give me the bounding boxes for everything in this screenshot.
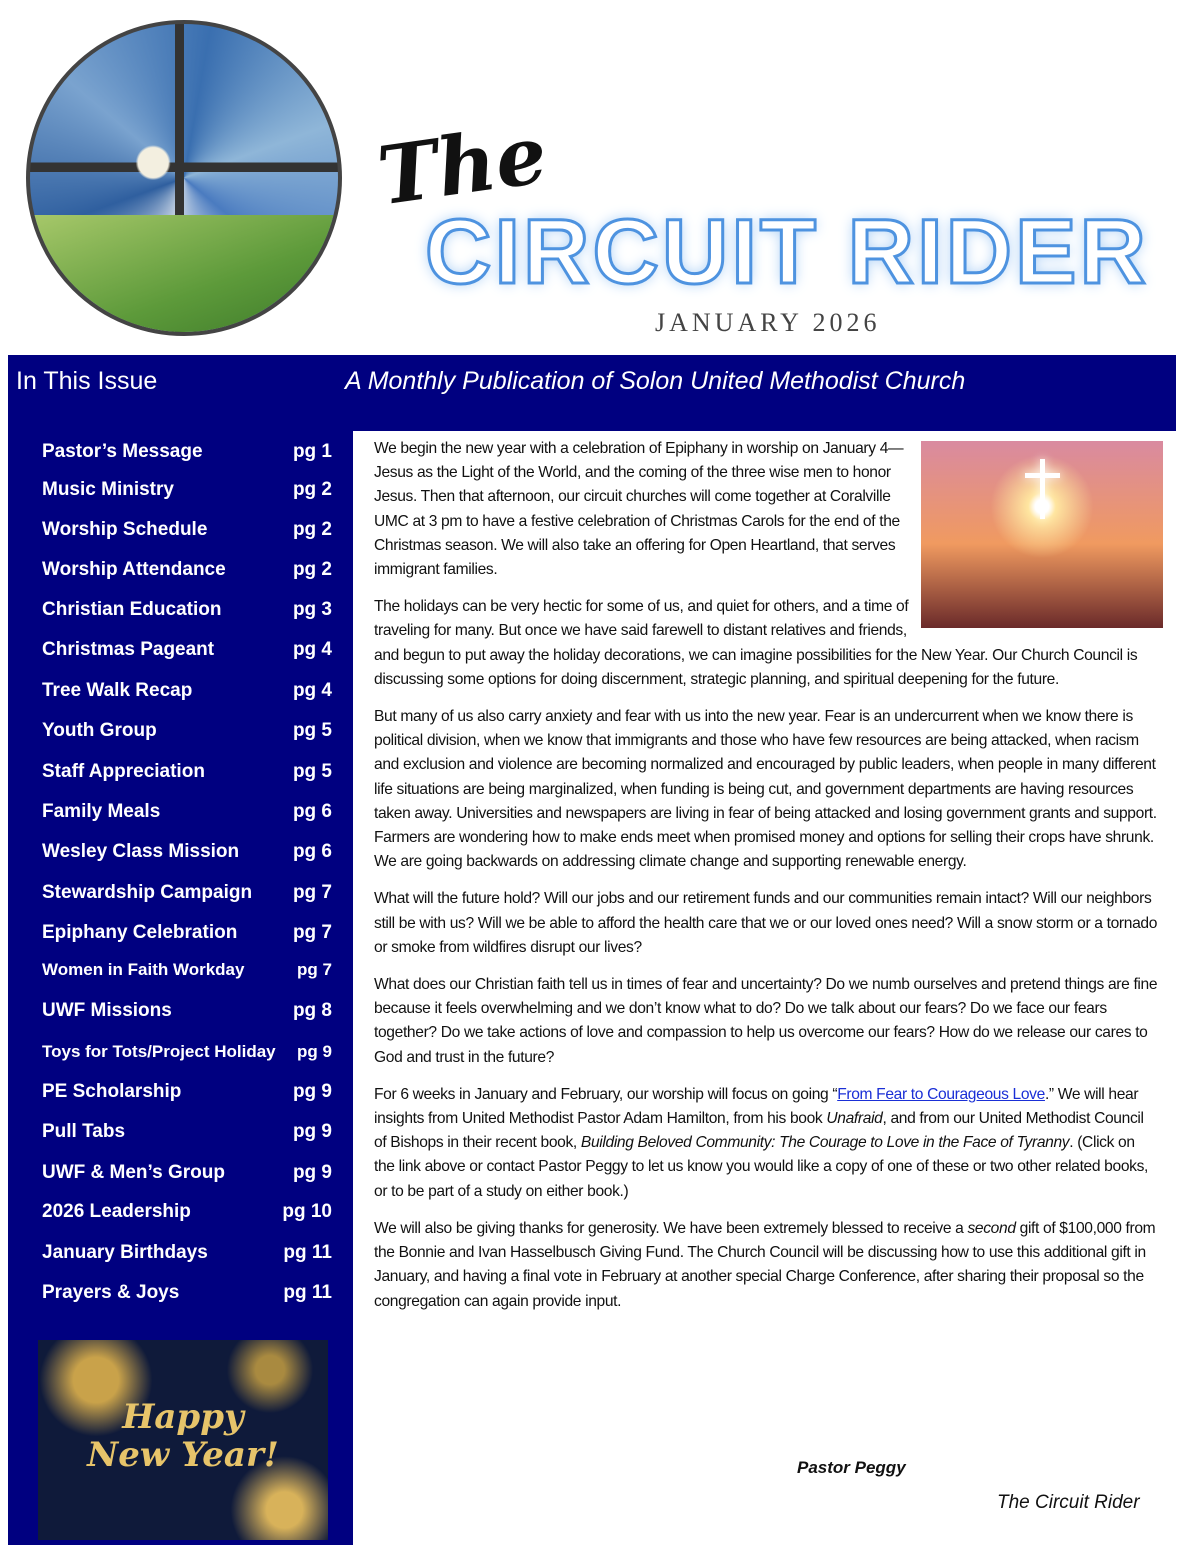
paragraph: The holidays can be very hectic for some of us, and quiet for others, and a time of traveling for many. But once we have said farewell to distant relatives and friends, and begun to put away the holiday decorations, we can imagine possibilities for the New Year. Our Church Council is discussing some options for doing discernment, strategic planning, and spiritual deepening for the future. xyxy=(374,598,1138,688)
toc-label: Toys for Tots/Project Holiday xyxy=(42,1042,276,1061)
toc-page: pg 5 xyxy=(292,761,332,782)
newsletter-title: CIRCUIT RIDER xyxy=(425,201,1149,303)
paragraph: What does our Christian faith tell us in times of fear and uncertainty? Do we numb ourselves and pretend things are fine because it feels overwhelming and we don’t know what to do? Do we talk about our fears? Do we face our fears together? Do we take actions of love and compassion to help us overcome our fears? How do we release our cares to God and trust in the future? xyxy=(374,976,1158,1066)
book-title: Unafraid xyxy=(826,1110,883,1128)
toc-label: 2026 Leadership xyxy=(42,1201,191,1222)
toc-item[interactable] xyxy=(42,1162,332,1184)
toc-label: January Birthdays xyxy=(42,1242,208,1263)
toc-page: pg 5 xyxy=(292,720,332,741)
toc-page: pg 11 xyxy=(283,1242,332,1263)
toc-page: pg 9 xyxy=(292,1121,332,1142)
toc-page: pg 8 xyxy=(292,1000,332,1021)
toc-label: Worship Schedule xyxy=(42,519,208,540)
toc-page: pg 2 xyxy=(292,559,332,580)
toc-item[interactable] xyxy=(42,559,332,581)
toc-label: Christmas Pageant xyxy=(42,639,215,660)
toc-page: pg 10 xyxy=(282,1201,332,1222)
toc-page: pg 9 xyxy=(297,1042,332,1061)
emphasis: second xyxy=(967,1219,1016,1237)
toc-item[interactable] xyxy=(42,960,332,980)
toc-item[interactable] xyxy=(42,761,332,783)
toc-label: Tree Walk Recap xyxy=(42,680,193,701)
pastor-message xyxy=(374,437,1159,1327)
toc-label: UWF Missions xyxy=(42,1000,172,1021)
book-title: Building Beloved Community: The Courage to Love in the Face of Tyranny xyxy=(580,1134,1070,1152)
toc-page: pg 9 xyxy=(292,1081,332,1102)
toc-page: pg 4 xyxy=(292,639,332,660)
footer-title: The Circuit Rider xyxy=(997,1492,1140,1513)
toc-item[interactable] xyxy=(42,1121,332,1143)
toc-label: Epiphany Celebration xyxy=(42,922,238,943)
publication-subtitle: A Monthly Publication of Solon United Methodist Church xyxy=(345,367,966,395)
toc-item[interactable] xyxy=(42,841,332,863)
toc-label: Pastor’s Message xyxy=(42,441,203,462)
toc-label: Staff Appreciation xyxy=(42,761,205,782)
toc-item[interactable] xyxy=(42,1000,332,1022)
toc-item[interactable] xyxy=(42,1282,332,1304)
toc-label: Stewardship Campaign xyxy=(42,882,253,903)
toc-label: UWF & Men’s Group xyxy=(42,1162,225,1183)
toc-label: Family Meals xyxy=(42,801,161,822)
stained-glass-logo xyxy=(26,20,342,336)
toc-label: Worship Attendance xyxy=(42,559,226,580)
praying-hands-cross-photo xyxy=(921,441,1163,628)
banner xyxy=(8,355,1176,431)
toc-label: Youth Group xyxy=(42,720,157,741)
toc-item[interactable] xyxy=(42,519,332,541)
toc-item[interactable] xyxy=(42,479,332,501)
toc-page: pg 7 xyxy=(292,882,332,903)
toc-item[interactable] xyxy=(42,1242,332,1264)
toc-page: pg 6 xyxy=(292,841,332,862)
text: gift of $100,000 from the Bonnie and Ivan Hasselbusch Giving Fund. The Church Council will be discussing how to use this additional gift in January, and having a final vote in February at another special Charge Conference, after sharing their proposal so the congregation can again provide input. xyxy=(374,1219,1156,1310)
toc-label: Christian Education xyxy=(42,599,222,620)
toc-item[interactable] xyxy=(42,801,332,823)
toc-page: pg 4 xyxy=(292,680,332,701)
toc-page: pg 6 xyxy=(292,801,332,822)
text: , and from our United Methodist Council of Bishops in their recent book, xyxy=(374,1110,1144,1152)
happy-new-year-image xyxy=(38,1340,328,1540)
toc-label: Women in Faith Workday xyxy=(42,960,245,979)
paragraph: But many of us also carry anxiety and fear with us into the new year. Fear is an undercurrent when we know there is political division, when we know that immigrants and those who have few resources are being attacked, when racism and exclusion and violence are becoming normalized and encouraged by public leaders, when people in many different life situations are being marginalized, when funding is being cut, and government departments are having resources taken away. Universities and newspapers are living in fear of being attacked and losing government grants and support. Farmers are wondering how to make ends meet when promised money and options for selling their crops have shrunk. We are going backwards on addressing climate change and supporting renewable energy. xyxy=(374,708,1157,871)
signature: Pastor Peggy xyxy=(797,1458,906,1477)
toc-item[interactable] xyxy=(42,680,332,702)
courageous-love-link[interactable]: From Fear to Courageous Love xyxy=(837,1085,1045,1103)
toc-page: pg 2 xyxy=(292,519,332,540)
toc-page: pg 2 xyxy=(292,479,332,500)
toc-page: pg 3 xyxy=(292,599,332,620)
toc-label: PE Scholarship xyxy=(42,1081,182,1102)
toc-item[interactable] xyxy=(42,922,332,944)
text: . (Click on the link above or contact Pastor Peggy to let us know you would like a copy of one of these or two other related books, or to be part of a study on either book.) xyxy=(374,1134,1149,1200)
toc-item[interactable] xyxy=(42,441,332,463)
toc-item[interactable] xyxy=(42,1081,332,1103)
toc-label: Prayers & Joys xyxy=(42,1282,180,1303)
issue-date: JANUARY 2026 xyxy=(655,308,881,337)
toc-page: pg 7 xyxy=(297,960,332,979)
in-this-issue-heading: In This Issue xyxy=(16,367,158,395)
toc-item[interactable] xyxy=(42,720,332,742)
paragraph: What will the future hold? Will our jobs and our retirement funds and our communities remain intact? Will our neighbors still be with us? Will we be able to afford the health care that we or our loved ones need? Will a snow storm or a tornado or smoke from wildfires disrupt our lives? xyxy=(374,890,1158,956)
text: For 6 weeks in January and February, our worship will focus on going “ xyxy=(374,1085,838,1103)
toc-item[interactable] xyxy=(42,1201,332,1223)
toc-label: Wesley Class Mission xyxy=(42,841,240,862)
toc-item[interactable] xyxy=(42,882,332,904)
paragraph: We begin the new year with a celebration of Epiphany in worship on January 4—Jesus as the Light of the World, and the coming of the three wise men to honor Jesus. Then that afternoon, our circuit churches will come together at Coralville UMC at 3 pm to have a festive celebration of Christmas Carols for the end of the Christmas season. We will also take an offering for Open Heartland, that serves immigrant families. xyxy=(374,440,904,579)
paragraph xyxy=(374,1083,1159,1204)
toc-page: pg 7 xyxy=(292,922,332,943)
ny-line2: New Year! xyxy=(87,1435,279,1475)
text: We will also be giving thanks for generosity. We have been extremely blessed to receive a xyxy=(374,1219,968,1237)
toc-item[interactable] xyxy=(42,639,332,661)
ny-line1: Happy xyxy=(122,1397,244,1437)
paragraph xyxy=(374,1217,1159,1314)
title-the: The xyxy=(372,106,553,224)
toc-label: Pull Tabs xyxy=(42,1121,126,1142)
toc-page: pg 9 xyxy=(292,1162,332,1183)
toc-item[interactable] xyxy=(42,599,332,621)
toc-page: pg 1 xyxy=(292,441,332,462)
toc-page: pg 11 xyxy=(283,1282,332,1303)
toc-item[interactable] xyxy=(42,1042,332,1062)
toc-label: Music Ministry xyxy=(42,479,174,500)
text: .” We will hear insights from United Methodist Pastor Adam Hamilton, from his book xyxy=(374,1085,1139,1128)
